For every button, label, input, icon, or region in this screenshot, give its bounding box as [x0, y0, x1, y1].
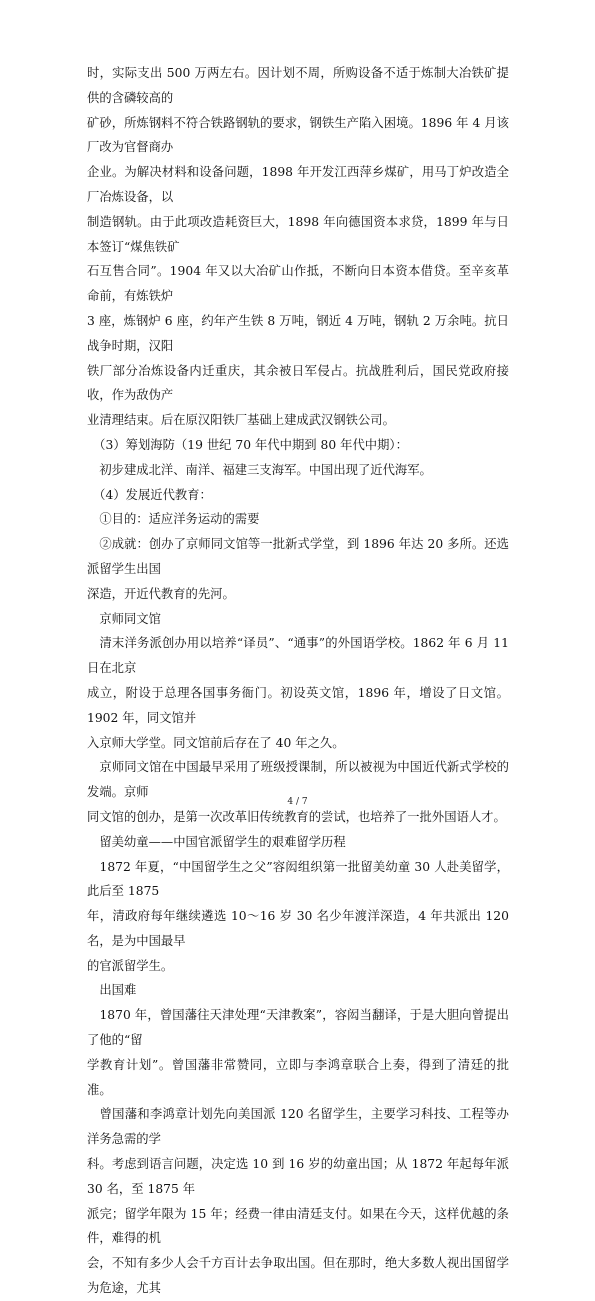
paragraph-study-abroad-1872: 1872 年夏，“中国留学生之父”容闳组织第一批留美幼童 30 人赴美留学，此后至 1875 年，清政府每年继续遴选 10～16 岁 30 名少年渡洋深造，4 年共派出 120 名，是为中国最早 的官派留学生。 — [87, 859, 509, 973]
heading-study-abroad: 留美幼童——中国官派留学生的艰难留学历程 — [87, 834, 346, 849]
paragraph-navy: 初步建成北洋、南洋、福建三支海军。中国出现了近代海军。 — [87, 462, 432, 477]
heading-modern-education: （4）发展近代教育： — [87, 487, 212, 502]
paragraph-1870-plan: 1870 年，曾国藩往天津处理“天津教案”，容闳当翻译，于是大胆向曾提出了他的“留 学教育计划”。曾国藩非常赞同，立即与李鸿章联合上奏，得到了清廷的批准。 — [87, 1008, 509, 1097]
heading-tongwenguan: 京师同文馆 — [87, 611, 161, 626]
paragraph-achievements: ②成就：创办了京师同文馆等一批新式学堂，到 1896 年达 20 多所。还选派留学生出国 深造，开近代教育的先河。 — [87, 537, 509, 601]
paragraph-purpose: ①目的：适应洋务运动的需要 — [87, 512, 260, 527]
heading-difficulty-going-abroad: 出国难 — [87, 983, 137, 998]
heading-naval-defense: （3）筹划海防（19 世纪 70 年代中期到 80 年代中期）： — [87, 437, 408, 452]
paragraph-120-students: 曾国藩和李鸿章计划先向美国派 120 名留学生，主要学习科技、工程等办洋务急需的学 科。考虑到语言问题，决定选 10 到 16 岁的幼童出国；从 1872 年起每年派 30 名，至 1875 年 派完；留学年限为 15 年；经费一律由清廷支付。如果在今天，这样优越的条件，难得的机 会，不知有多少人会千方百计去争取出国。但在那时，绝大多数人视出国留学为危途，尤其 — [87, 1107, 509, 1296]
paragraph-tongwenguan-significance: 京师同文馆在中国最早采用了班级授课制，所以被视为中国近代新式学校的发端。京师 同文馆的创办，是第一次改革旧传统教育的尝试，也培养了一批外国语人才。 — [87, 760, 509, 824]
page-body — [87, 61, 509, 1301]
page-number: 4 / 7 — [287, 797, 308, 807]
paragraph-hanyang-ironworks: 时，实际支出 500 万两左右。因计划不周，所购设备不适于炼制大冶铁矿提供的含磷较高的 矿砂，所炼钢料不符合铁路钢轨的要求，钢铁生产陷入困境。1896 年 4 月该厂改为官督商办 企业。为解决材料和设备问题，1898 年开发江西萍乡煤矿，用马丁炉改造全厂冶炼设备，以 制造钢轨。由于此项改造耗资巨大，1898 年向德国资本求贷，1899 年与日本签订“煤焦铁矿 石互售合同”。1904 年又以大冶矿山作抵，不断向日本资本借贷。至辛亥革命前，有炼铁炉 3 座，炼钢炉 6 座，约年产生铁 8 万吨，钢近 4 万吨，钢轨 2 万余吨。抗日战争时期，汉阳 铁厂部分冶炼设备内迁重庆，其余被日军侵占。抗战胜利后，国民党政府接收，作为敌伪产 业清理结束。后在原汉阳铁厂基础上建成武汉钢铁公司。 — [87, 66, 509, 428]
paragraph-tongwenguan-intro: 清末洋务派创办用以培养“译员”、“通事”的外国语学校。1862 年 6 月 11 日在北京 成立，附设于总理各国事务衙门。初设英文馆，1896 年，增设了日文馆。1902 年，同文馆并 入京师大学堂。同文馆前后存在了 40 年之久。 — [87, 636, 509, 750]
